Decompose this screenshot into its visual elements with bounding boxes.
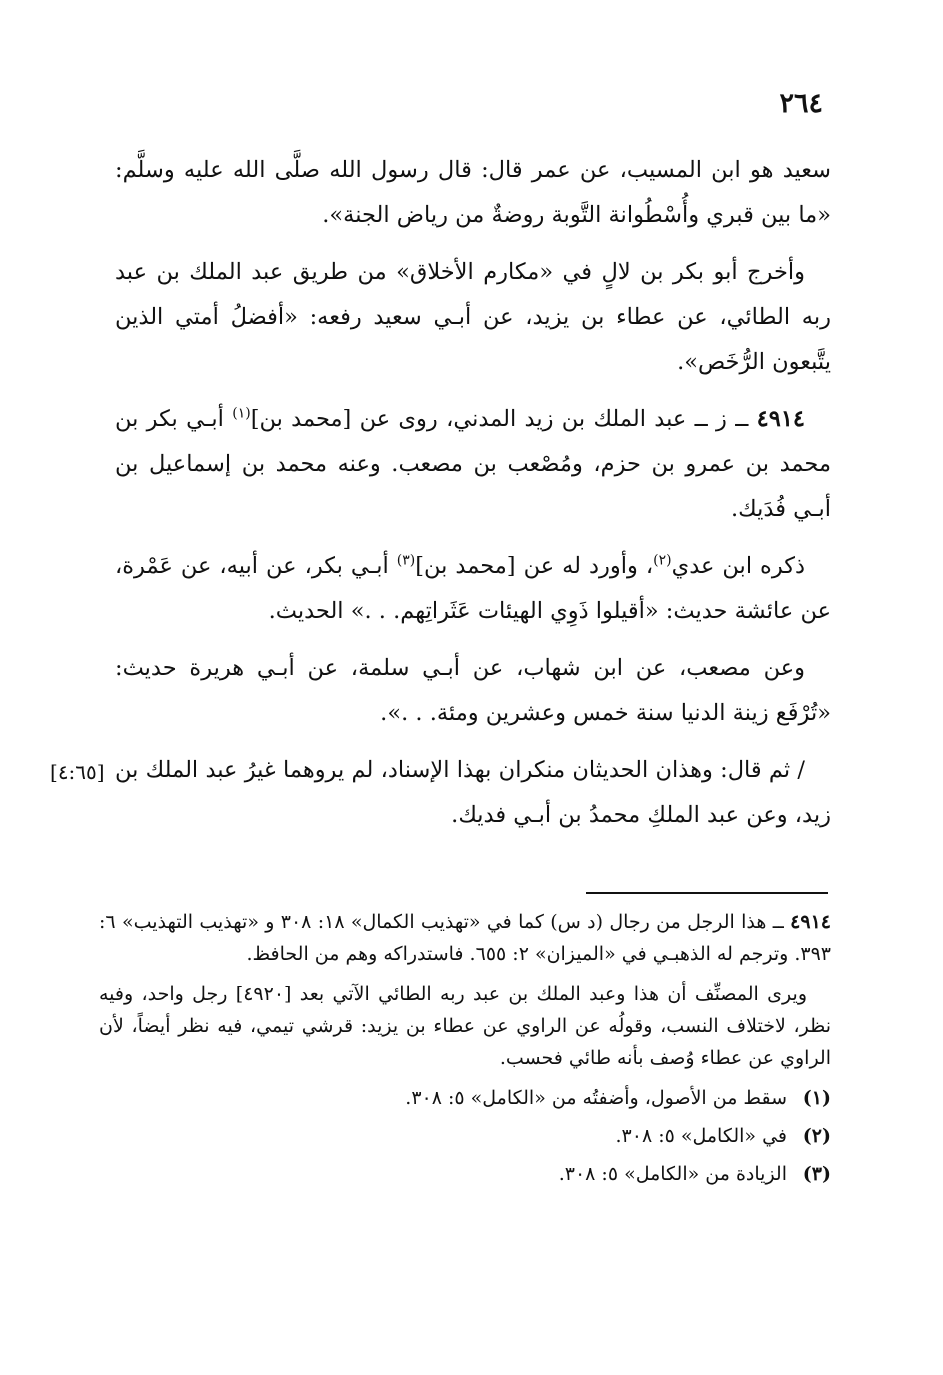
footnote-entry-label: ٤٩١٤ [790, 911, 831, 933]
footnote-ref-3[interactable]: (٣) [396, 552, 416, 569]
footnote-author-note: ويرى المصنِّف أن هذا وعبد الملك بن عبد ربه الطائي الآتي بعد [٤٩٢٠] رجل واحد، وفيه نظر، لاختلاف النسب، وقولُه عن الراوي عن عطاء بن يزيد: قرشي تيمي، فيه نظر أيضاً، لأن الراوي عن عطاء وُصف بأنه طائي فحسب. [99, 983, 831, 1069]
paragraph-6: / ثم قال: وهذان الحديثان منكران بهذا الإسناد، لم يروهما غيرُ عبد الملك بن زيد، وعن عبد الملكِ محمدُ بن أبـي فديك. [115, 757, 831, 828]
footnote-item [99, 1082, 831, 1114]
footnote-entry-4914 [99, 906, 831, 970]
footnote-item [99, 1120, 831, 1152]
margin-reference: [٤:٦٥] [50, 760, 105, 784]
footnote-text: سقط من الأصول، وأضفتُه من «الكامل» ٥: ٣٠٨. [405, 1087, 787, 1109]
entry-text-part-b: أبـي بكر بن محمد بن عمرو بن حزم، ومُصْعب بن مصعب. وعنه محمد بن إسماعيل بن أبـي فُدَيك. [115, 406, 831, 522]
entry-number: ٤٩١٤ [756, 406, 806, 432]
footnote-divider [586, 892, 828, 894]
footnote-text: في «الكامل» ٥: ٣٠٨. [615, 1125, 787, 1147]
footnote-number: (٢) [802, 1125, 831, 1147]
paragraph-5: وعن مصعب، عن ابن شهاب، عن أبـي سلمة، عن أبـي هريرة حديث: «تُرْفَع زينة الدنيا سنة خمس وعشرين ومئة. . .». [115, 655, 831, 726]
footnote-ref-1[interactable]: (١) [232, 405, 251, 422]
paragraph-4-part-b: ، وأورد له عن [محمد بن] [415, 553, 654, 579]
footnote-text: الزيادة من «الكامل» ٥: ٣٠٨. [558, 1163, 787, 1185]
paragraph-4-part-a: ذكره ابن عدي [671, 553, 805, 579]
paragraph-4 [115, 544, 831, 634]
footnote-number: (٣) [802, 1163, 831, 1185]
paragraph-4-part-c: أبـي بكر، عن أبيه، عن عَمْرة، عن عائشة حديث: «أقيلوا ذَوِي الهيئات عَثَراتِهم. . .» الحديث. [115, 553, 831, 624]
entry-text-part-a: ــ ز ــ عبد الملك بن زيد المدني، روى عن [محمد بن] [250, 406, 757, 432]
footnote-item [99, 1158, 831, 1190]
footnote-entry-text: ــ هذا الرجل من رجال (د س) كما في «تهذيب الكمال» ١٨: ٣٠٨ و «تهذيب التهذيب» ٦: ٣٩٣. وترجم له الذهبـي في «الميزان» ٢: ٦٥٥. فاستدراكه وهم من الحافظ. [99, 911, 831, 965]
footnote-ref-2[interactable]: (٢) [653, 552, 672, 569]
main-text [115, 148, 831, 850]
footnotes-section [99, 906, 831, 1196]
paragraph-1: سعيد هو ابن المسيب، عن عمر قال: قال رسول الله صلَّى الله عليه وسلَّم: «ما بين قبري وأُسْطُوانة التَّوبة روضةٌ من رياض الجنة». [115, 157, 831, 228]
footnote-number: (١) [802, 1087, 831, 1109]
page-number: ٢٦٤ [779, 88, 823, 119]
paragraph-2: وأخرج أبو بكر بن لالٍ في «مكارم الأخلاق» من طريق عبد الملك بن عبد ربه الطائي، عن عطاء بن يزيد، عن أبـي سعيد رفعه: «أفضلُ أمتي الذين يتَّبعون الرُّخَص». [115, 259, 831, 375]
entry-4914 [115, 397, 831, 532]
